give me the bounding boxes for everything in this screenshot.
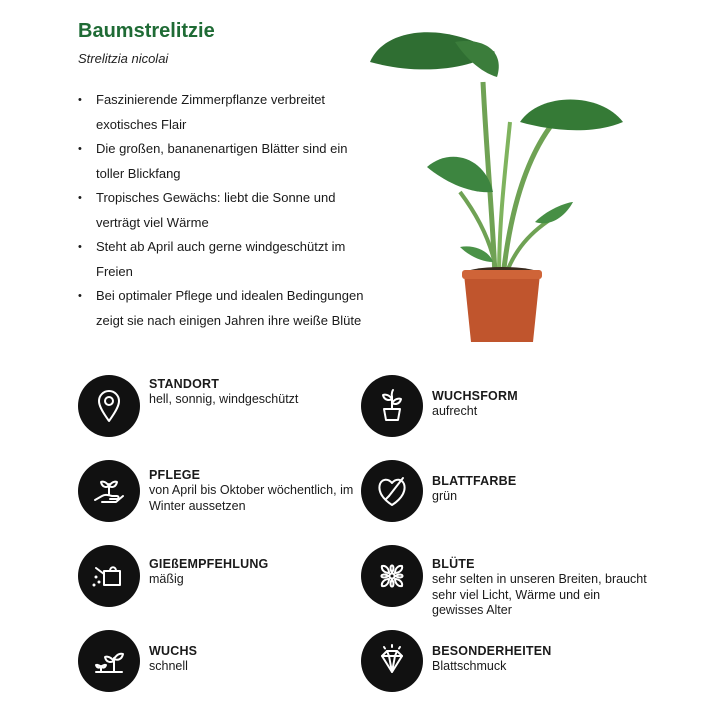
plant-image (365, 22, 630, 352)
location-pin-icon (78, 375, 140, 437)
feature-label: WUCHS (149, 644, 198, 658)
bullet-item: • Steht ab April auch gerne windgeschützt im Freien (78, 235, 378, 284)
product-title: Baumstrelitzie (78, 20, 215, 42)
hand-sprout-icon (78, 460, 140, 522)
bullet-item: • Bei optimaler Pflege und idealen Bedingungen zeigt sie nach einigen Jahren ihre weiße Blüte (78, 284, 378, 333)
bullet-item: • Tropisches Gewächs: liebt die Sonne und verträgt viel Wärme (78, 186, 378, 235)
feature-value: grün (432, 489, 458, 503)
feature-value: mäßig (149, 572, 184, 586)
feature-label: BESONDERHEITEN (432, 644, 552, 658)
feature-label: STANDORT (149, 377, 220, 391)
feature-label: BLATTFARBE (432, 474, 517, 488)
sprouts-icon (78, 630, 140, 692)
feature-bullet-list (78, 88, 378, 333)
feature-pflege (78, 460, 364, 522)
watering-can-icon (78, 545, 140, 607)
feature-value: hell, sonnig, windgeschützt (149, 392, 299, 406)
flower-icon (361, 545, 423, 607)
feature-besonderheiten (361, 630, 551, 692)
leaf-brush-icon (361, 460, 423, 522)
feature-giessempfehlung (78, 545, 268, 607)
feature-bluete (361, 545, 647, 619)
feature-standort (78, 375, 298, 437)
feature-label: BLÜTE (432, 557, 475, 571)
feature-value: von April bis Oktober wöchentlich, im Winter aussetzen (149, 483, 354, 513)
feature-label: GIEßEMPFEHLUNG (149, 557, 269, 571)
feature-blattfarbe (361, 460, 516, 522)
feature-label: PFLEGE (149, 468, 201, 482)
feature-value: aufrecht (432, 404, 478, 418)
feature-value: schnell (149, 659, 188, 673)
potted-plant-icon (361, 375, 423, 437)
feature-wuchs (78, 630, 197, 692)
feature-value: Blattschmuck (432, 659, 507, 673)
bullet-item: • Die großen, bananenartigen Blätter sind ein toller Blickfang (78, 137, 378, 186)
latin-name: Strelitzia nicolai (78, 51, 169, 66)
feature-label: WUCHSFORM (432, 389, 518, 403)
diamond-icon (361, 630, 423, 692)
bullet-item: • Faszinierende Zimmerpflanze verbreitet exotisches Flair (78, 88, 378, 137)
feature-wuchsform (361, 375, 518, 437)
feature-value: sehr selten in unseren Breiten, braucht sehr viel Licht, Wärme und ein gewisses Alter (432, 572, 647, 617)
